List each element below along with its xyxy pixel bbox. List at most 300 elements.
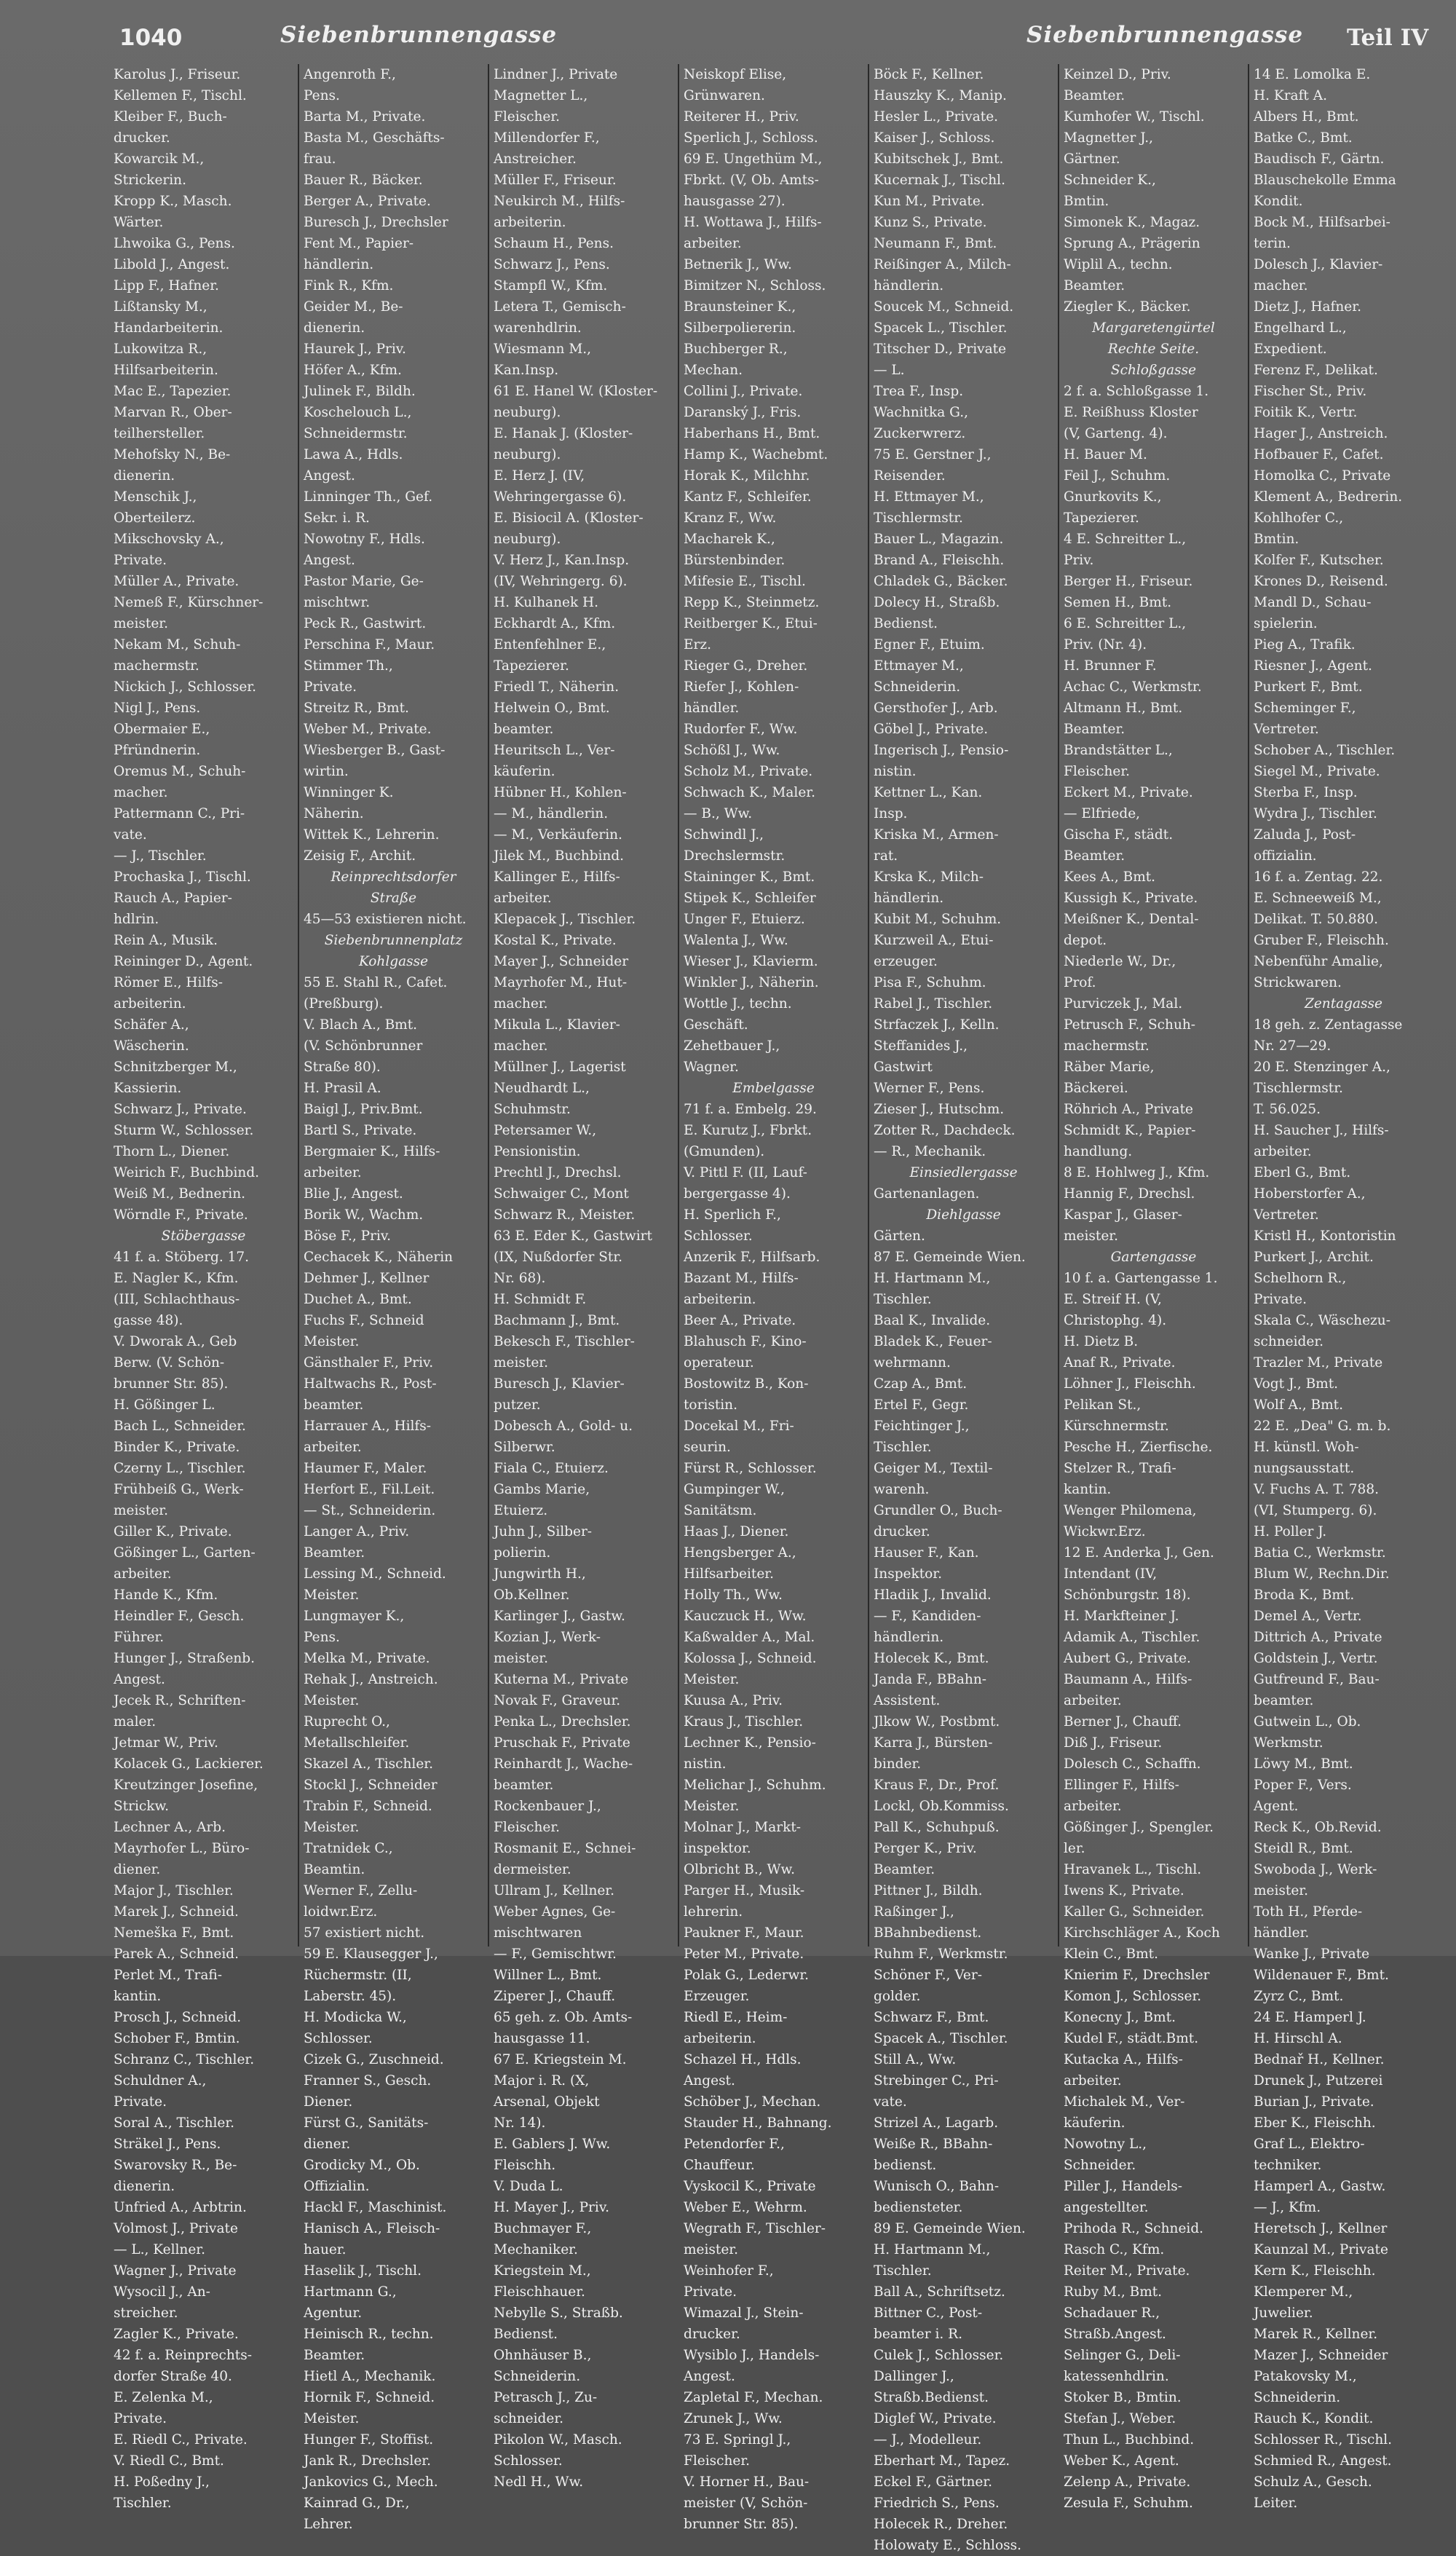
directory-entry: Mayrhofer L., Büro-	[114, 1841, 250, 1856]
directory-entry: diener.	[114, 1862, 161, 1877]
directory-entry: maler.	[114, 1714, 157, 1729]
directory-entry: Strebinger C., Pri-	[874, 2073, 999, 2088]
directory-entry: Kleiber F., Buch-	[114, 109, 227, 125]
directory-entry: Hannig F., Drechsl.	[1064, 1186, 1195, 1202]
directory-entry: Leiter.	[1254, 2496, 1298, 2511]
directory-entry: Tischlermstr.	[1254, 1081, 1343, 1096]
directory-entry: Mechan.	[684, 363, 743, 378]
directory-entry: beamter.	[1254, 1693, 1314, 1708]
directory-entry: Bedienst.	[494, 2327, 558, 2342]
directory-entry: Wiesberger B., Gast-	[304, 743, 446, 758]
directory-entry: Kozian J., Werk-	[494, 1630, 601, 1645]
directory-entry: (V. Schönbrunner	[304, 1038, 423, 1054]
directory-entry: Engelhard L.,	[1254, 320, 1347, 336]
directory-entry: Rauch K., Kondit.	[1254, 2411, 1374, 2426]
directory-entry: Dietz J., Hafner.	[1254, 299, 1361, 315]
directory-entry: katessenhdlrin.	[1064, 2369, 1169, 2384]
directory-entry: Helwein O., Bmt.	[494, 701, 610, 716]
directory-entry: golder.	[874, 1989, 921, 2004]
directory-entry: Schulz A., Gesch.	[1254, 2474, 1372, 2490]
directory-entry: Prof.	[1064, 975, 1096, 990]
directory-entry: Angest.	[304, 468, 355, 484]
directory-entry: Fleischer.	[494, 1820, 561, 1835]
directory-entry: Fiala C., Etuierz.	[494, 1461, 609, 1476]
directory-entry: H. Hirschl A.	[1254, 2031, 1342, 2046]
directory-entry: Bauer R., Bäcker.	[304, 173, 423, 188]
directory-entry: E. Herz J. (IV,	[494, 468, 585, 484]
directory-entry: angestellter.	[1064, 2200, 1149, 2215]
directory-entry: Petrasch J., Zu-	[494, 2390, 598, 2405]
directory-entry: Beamter.	[874, 1862, 935, 1877]
directory-entry: Streitz R., Bmt.	[304, 701, 409, 716]
directory-entry: Pens.	[304, 88, 340, 103]
directory-entry: Pall K., Schuhpuß.	[874, 1820, 1000, 1835]
directory-entry: Semen H., Bmt.	[1064, 595, 1172, 610]
directory-entry: Olbricht B., Ww.	[684, 1862, 796, 1877]
directory-entry: Nr. 14).	[494, 2115, 546, 2131]
directory-entry: Haltwachs R., Post-	[304, 1376, 437, 1392]
directory-entry: Nowotny F., Hdls.	[304, 532, 425, 547]
directory-entry: Binder K., Private.	[114, 1440, 240, 1455]
street-title-right: Siebenbrunnengasse	[1026, 22, 1304, 48]
directory-entry: operateur.	[684, 1355, 754, 1370]
directory-entry: 42 f. a. Reinprechts-	[114, 2348, 252, 2363]
directory-entry: meister.	[1064, 1228, 1118, 1244]
directory-entry: Siegel M., Private.	[1254, 764, 1380, 779]
directory-entry: Jetmar W., Priv.	[114, 1735, 218, 1751]
directory-entry: Kirchschläger A., Koch	[1064, 1925, 1220, 1941]
directory-entry: Nowotny L.,	[1064, 2137, 1147, 2152]
directory-entry: Steffanides J.,	[874, 1038, 968, 1054]
directory-entry: Lawa A., Hdls.	[304, 447, 403, 462]
directory-entry: Kern K., Fleischh.	[1254, 2263, 1376, 2279]
directory-entry: Beamter.	[1064, 88, 1125, 103]
directory-entry: T. 56.025.	[1254, 1102, 1321, 1117]
directory-entry: — M., Verkäuferin.	[494, 827, 622, 843]
directory-entry: Meister.	[304, 1587, 360, 1603]
directory-entry: Weirich F., Buchbind.	[114, 1165, 260, 1180]
directory-entry: Penka L., Drechsler.	[494, 1714, 631, 1729]
directory-entry: Daranský J., Fris.	[684, 405, 802, 420]
directory-entry: 89 E. Gemeinde Wien.	[874, 2221, 1026, 2236]
directory-entry: Rosmanit E., Schnei-	[494, 1841, 636, 1856]
directory-entry: Eberhart M., Tapez.	[874, 2453, 1010, 2469]
directory-entry: Oremus M., Schuh-	[114, 764, 246, 779]
directory-entry: Delikat. T. 50.880.	[1254, 912, 1379, 927]
directory-entry: arbeiterin.	[684, 1292, 756, 1307]
directory-entry: Bedienst.	[874, 616, 938, 631]
directory-entry: Arsenal, Objekt	[494, 2094, 600, 2110]
directory-entry: Berger H., Friseur.	[1064, 574, 1193, 589]
directory-entry: Müllner J., Lagerist	[494, 1060, 626, 1075]
directory-entry: Eberl G., Bmt.	[1254, 1165, 1351, 1180]
directory-entry: Egner F., Etuim.	[874, 637, 985, 652]
directory-entry: Still A., Ww.	[874, 2052, 957, 2067]
directory-entry: Nekam M., Schuh-	[114, 637, 241, 652]
directory-entry: Berger A., Private.	[304, 194, 431, 209]
directory-entry: Patakovsky M.,	[1254, 2369, 1357, 2384]
directory-entry: Albers H., Bmt.	[1254, 109, 1359, 125]
directory-entry: beamter.	[304, 1397, 364, 1413]
directory-entry: E. Reißhuss Kloster	[1064, 405, 1198, 420]
directory-entry: Achac C., Werkmstr.	[1064, 679, 1202, 695]
directory-entry: Gößinger L., Garten-	[114, 1545, 256, 1561]
directory-entry: — B., Ww.	[684, 806, 753, 821]
directory-entry: Dolesch J., Klavier-	[1254, 257, 1383, 272]
directory-entry: Reininger D., Agent.	[114, 954, 253, 969]
directory-entry: Ruhm F., Werkmstr.	[874, 1946, 1008, 1962]
directory-entry: drucker.	[114, 130, 170, 146]
directory-entry: Vogt J., Bmt.	[1254, 1376, 1339, 1392]
directory-entry: Fent M., Papier-	[304, 236, 414, 251]
directory-entry: Holecek K., Bmt.	[874, 1651, 989, 1666]
directory-entry: händlerin.	[874, 1630, 944, 1645]
directory-entry: Wolf A., Bmt.	[1254, 1397, 1343, 1413]
directory-entry: Kriska M., Armen-	[874, 827, 999, 843]
directory-entry: Werner F., Pens.	[874, 1081, 985, 1096]
directory-entry: Gößinger J., Spengler.	[1064, 1820, 1214, 1835]
directory-entry: Zagler K., Private.	[114, 2327, 239, 2342]
directory-entry: Stampfl W., Kfm.	[494, 278, 608, 293]
directory-entry: arbeiterin.	[114, 996, 186, 1011]
directory-entry: Mikula L., Klavier-	[494, 1017, 620, 1033]
directory-entry: Kurzweil A., Etui-	[874, 933, 994, 948]
directory-entry: 14 E. Lomolka E.	[1254, 67, 1371, 82]
directory-entry: Wysiblo J., Handels-	[684, 2348, 820, 2363]
directory-entry: Skala C., Wäschezu-	[1254, 1313, 1390, 1328]
directory-entry: rat.	[874, 848, 898, 864]
directory-entry: dienerin.	[114, 2179, 175, 2194]
directory-entry: Hamperl A., Gastw.	[1254, 2179, 1386, 2194]
directory-entry: Mayrhofer M., Hut-	[494, 975, 628, 990]
directory-entry: streicher.	[114, 2305, 178, 2321]
directory-entry: Fleischer.	[684, 2453, 751, 2469]
directory-entry: Schelhorn R.,	[1254, 1271, 1347, 1286]
directory-entry: händler.	[684, 701, 740, 716]
directory-entry: Kreutzinger Josefine,	[114, 1778, 258, 1793]
directory-entry: V. Dworak A., Geb	[114, 1334, 237, 1349]
directory-entry: Stockl J., Schneider	[304, 1778, 438, 1793]
directory-entry: Wildenauer F., Bmt.	[1254, 1968, 1389, 1983]
directory-entry: Hesler L., Private.	[874, 109, 999, 125]
directory-entry: Riesner J., Agent.	[1254, 658, 1372, 674]
directory-entry: Offizialin.	[304, 2179, 370, 2194]
directory-entry: Lechner K., Pensio-	[684, 1735, 816, 1751]
directory-entry: Hofbauer F., Cafet.	[1254, 447, 1384, 462]
directory-entry: kantin.	[114, 1989, 162, 2004]
directory-entry: Angest.	[684, 2073, 735, 2088]
directory-entry: Näherin.	[304, 806, 364, 821]
directory-entry: wirtin.	[304, 764, 349, 779]
directory-entry: Weber Agnes, Ge-	[494, 1904, 616, 1920]
directory-entry: Friedl T., Näherin.	[494, 679, 620, 695]
directory-entry: Magnetter J.,	[1064, 130, 1153, 146]
directory-entry: Wachnitka G.,	[874, 405, 968, 420]
directory-entry: 41 f. a. Stöberg. 17.	[114, 1250, 250, 1265]
directory-entry: Reitberger K., Etui-	[684, 616, 818, 631]
directory-entry: Bimitzer N., Schloss.	[684, 278, 826, 293]
directory-entry: Vyskocil K., Private	[684, 2179, 816, 2194]
directory-column	[298, 64, 488, 2532]
directory-entry: Oberteilerz.	[114, 510, 196, 526]
directory-entry: Handarbeiterin.	[114, 320, 223, 336]
directory-entry: H. Markfteiner J.	[1064, 1609, 1179, 1624]
directory-entry: bedienst.	[874, 2158, 937, 2173]
directory-entry: Polak G., Lederwr.	[684, 1968, 810, 1983]
directory-entry: Burian J., Private.	[1254, 2094, 1374, 2110]
directory-entry: Pattermann C., Pri-	[114, 806, 245, 821]
directory-entry: käuferin.	[1064, 2115, 1125, 2131]
directory-entry: Macharek K.,	[684, 532, 775, 547]
directory-entry: Peter M., Private.	[684, 1946, 804, 1962]
directory-entry: Karolus J., Friseur.	[114, 67, 241, 82]
street-heading: Straße	[370, 891, 417, 906]
directory-entry: Ruby M., Bmt.	[1064, 2284, 1163, 2300]
directory-entry: E. Kurutz J., Fbrkt.	[684, 1123, 812, 1138]
directory-entry: Kettner L., Kan.	[874, 785, 983, 800]
directory-entry: Bürstenbinder.	[684, 553, 786, 568]
directory-entry: Römer E., Hilfs-	[114, 975, 223, 990]
directory-entry: Hilfsarbeiter.	[684, 1566, 774, 1582]
directory-entry: Vertreter.	[1254, 722, 1319, 737]
directory-entry: Graf L., Elektro-	[1254, 2137, 1365, 2152]
directory-entry: Haurek J., Priv.	[304, 342, 406, 357]
directory-entry: Wegrath F., Tischler-	[684, 2221, 826, 2236]
directory-entry: Wagner.	[684, 1060, 739, 1075]
directory-entry: Gutwein L., Ob.	[1254, 1714, 1361, 1729]
directory-column	[868, 64, 1058, 2553]
directory-entry: Kraus J., Tischler.	[684, 1714, 804, 1729]
directory-entry: Anaf R., Private.	[1064, 1355, 1176, 1370]
directory-entry: macher.	[494, 996, 548, 1011]
directory-entry: Strfaczek J., Kelln.	[874, 1017, 1000, 1033]
directory-entry: Dolesch C., Schaffn.	[1064, 1756, 1201, 1772]
directory-entry: Goldstein J., Vertr.	[1254, 1651, 1378, 1666]
directory-entry: Komon J., Schlosser.	[1064, 1989, 1202, 2004]
directory-entry: Werner F., Zellu-	[304, 1883, 418, 1898]
directory-entry: mischtwr.	[304, 595, 371, 610]
directory-entry: 24 E. Hamperl J.	[1254, 2010, 1366, 2025]
directory-entry: Raßinger J.,	[874, 1904, 954, 1920]
directory-entry: Mayer J., Schneider	[494, 954, 629, 969]
directory-entry: Dobesch A., Gold- u.	[494, 1419, 633, 1434]
directory-entry: Fleischhauer.	[494, 2284, 585, 2300]
directory-entry: Wäscherin.	[114, 1038, 189, 1054]
directory-entry: nistin.	[874, 764, 917, 779]
directory-entry: Erzeuger.	[684, 1989, 750, 2004]
directory-entry: Schneiderin.	[874, 679, 961, 695]
directory-entry: Göbel J., Private.	[874, 722, 989, 737]
directory-entry: warenh.	[874, 1482, 930, 1497]
directory-entry: Ob.Kellner.	[494, 1587, 570, 1603]
directory-entry: neuburg).	[494, 532, 561, 547]
directory-entry: Gutfreund F., Bau-	[1254, 1672, 1380, 1687]
directory-entry: H. Prasil A.	[304, 1081, 381, 1096]
directory-entry: putzer.	[494, 1397, 541, 1413]
directory-entry: H. Poßedny J.,	[114, 2474, 210, 2490]
directory-entry: Berner J., Chauff.	[1064, 1714, 1182, 1729]
part-label: Teil IV	[1347, 25, 1429, 51]
directory-entry: dermeister.	[494, 1862, 571, 1877]
directory-entry: Wydra J., Tischler.	[1254, 806, 1377, 821]
directory-entry: Meister.	[304, 2411, 360, 2426]
directory-entry: Rabel J., Tischler.	[874, 996, 993, 1011]
directory-entry: Geider M., Be-	[304, 299, 403, 315]
directory-entry: toristin.	[684, 1397, 737, 1413]
directory-entry: Hunger F., Stoffist.	[304, 2432, 434, 2447]
directory-entry: Blahusch F., Kino-	[684, 1334, 807, 1349]
directory-entry: nistin.	[684, 1756, 727, 1772]
directory-entry: Jecek R., Schriften-	[114, 1693, 246, 1708]
directory-entry: Schwarz F., Bmt.	[874, 2010, 989, 2025]
directory-entry: 45—53 existieren nicht.	[304, 912, 467, 927]
directory-entry: Räber Marie,	[1064, 1060, 1155, 1075]
directory-entry: Nr. 27—29.	[1254, 1038, 1332, 1054]
directory-entry: Führer.	[114, 1630, 165, 1645]
directory-entry: Silberpoliererin.	[684, 320, 796, 336]
directory-entry: Ullram J., Kellner.	[494, 1883, 615, 1898]
directory-entry: V. Fuchs A. T. 788.	[1254, 1482, 1379, 1497]
directory-entry: Laberstr. 45).	[304, 1989, 397, 2004]
directory-entry: Priv.	[1064, 553, 1094, 568]
directory-entry: Prochaska J., Tischl.	[114, 869, 251, 885]
directory-entry: Brandstätter L.,	[1064, 743, 1173, 758]
directory-entry: macher.	[1254, 278, 1308, 293]
directory-entry: loidwr.Erz.	[304, 1904, 378, 1920]
directory-entry: Lessing M., Schneid.	[304, 1566, 446, 1582]
directory-entry: Kellemen F., Tischl.	[114, 88, 247, 103]
directory-entry: Bladek K., Feuer-	[874, 1334, 992, 1349]
street-heading: Rechte Seite.	[1107, 342, 1200, 357]
directory-entry: Petendorfer F.,	[684, 2137, 785, 2152]
directory-entry: Etuierz.	[494, 1503, 548, 1518]
directory-entry: Parger H., Musik-	[684, 1883, 805, 1898]
directory-entry: Major J., Tischler.	[114, 1883, 234, 1898]
directory-entry: Nemeška F., Bmt.	[114, 1925, 234, 1941]
directory-entry: Haumer F., Maler.	[304, 1461, 427, 1476]
directory-entry: arbeiterin.	[684, 2031, 756, 2046]
directory-entry: Trazler M., Private	[1254, 1355, 1383, 1370]
directory-entry: (IX, Nußdorfer Str.	[494, 1250, 623, 1265]
directory-entry: 20 E. Stenzinger A.,	[1254, 1060, 1390, 1075]
directory-entry: Friedrich S., Pens.	[874, 2496, 1000, 2511]
directory-entry: Anstreicher.	[494, 151, 577, 167]
directory-entry: Vertreter.	[1254, 1207, 1319, 1223]
directory-entry: Bostowitz B., Kon-	[684, 1376, 809, 1392]
directory-entry: Angest.	[114, 1672, 165, 1687]
directory-entry: Weber E., Wehrm.	[684, 2200, 807, 2215]
directory-entry: meister.	[494, 1355, 548, 1370]
directory-entry: depot.	[1064, 933, 1107, 948]
directory-entry: Batke C., Bmt.	[1254, 130, 1353, 146]
directory-entry: Marek R., Kellner.	[1254, 2327, 1378, 2342]
directory-entry: Staininger K., Bmt.	[684, 869, 815, 885]
directory-entry: H. Ettmayer M.,	[874, 489, 984, 505]
directory-entry: Rehak J., Anstreich.	[304, 1672, 438, 1687]
directory-entry: Holowaty E., Schloss.	[874, 2538, 1021, 2553]
directory-entry: 6 E. Schreitter L.,	[1064, 616, 1187, 631]
directory-entry: 4 E. Schreitter L.,	[1064, 532, 1187, 547]
directory-entry: Beamter.	[1064, 278, 1125, 293]
directory-entry: Pittner J., Bildh.	[874, 1883, 983, 1898]
directory-entry: erzeuger.	[874, 954, 938, 969]
directory-entry: terin.	[1254, 236, 1291, 251]
directory-entry: Dallinger J.,	[874, 2369, 954, 2384]
directory-entry: Frühbeiß G., Werk-	[114, 1482, 244, 1497]
directory-entry: Hilfsarbeiterin.	[114, 363, 218, 378]
page-header	[109, 22, 1449, 58]
directory-entry: Kan.Insp.	[494, 363, 559, 378]
directory-entry: Nedl H., Ww.	[494, 2474, 584, 2490]
directory-entry: mischtwaren	[494, 1925, 582, 1941]
street-heading: Diehlgasse	[926, 1207, 1001, 1223]
directory-entry: Buresch J., Drechsler	[304, 215, 448, 230]
directory-entry: bergergasse 4).	[684, 1186, 791, 1202]
directory-entry: Kallinger E., Hilfs-	[494, 869, 620, 885]
directory-entry: Kraus F., Dr., Prof.	[874, 1778, 1000, 1793]
directory-entry: Sprung A., Prägerin	[1064, 236, 1200, 251]
directory-entry: Diß J., Friseur.	[1064, 1735, 1163, 1751]
directory-entry: Betnerik J., Ww.	[684, 257, 792, 272]
directory-entry: Buchmayer F.,	[494, 2221, 592, 2236]
directory-entry: Julinek F., Bildh.	[304, 384, 416, 399]
directory-entry: Gnurkovits K.,	[1064, 489, 1162, 505]
directory-entry: — J., Kfm.	[1254, 2200, 1321, 2215]
directory-entry: Collini J., Private.	[684, 384, 803, 399]
directory-entry: Swarovsky R., Be-	[114, 2158, 237, 2173]
directory-entry: Grodicky M., Ob.	[304, 2158, 420, 2173]
directory-entry: Selinger G., Deli-	[1064, 2348, 1181, 2363]
directory-entry: Müller F., Friseur.	[494, 173, 617, 188]
directory-entry: Zapletal F., Mechan.	[684, 2390, 823, 2405]
directory-entry: Werkmstr.	[1254, 1735, 1324, 1751]
directory-entry: Schadauer R.,	[1064, 2305, 1160, 2321]
directory-entry: Knierim F., Drechsler	[1064, 1968, 1210, 1983]
directory-entry: Wysocil J., An-	[114, 2284, 210, 2300]
directory-entry: Kutacka A., Hilfs-	[1064, 2052, 1183, 2067]
directory-entry: arbeiter.	[494, 891, 552, 906]
directory-entry: Melichar J., Schuhm.	[684, 1778, 826, 1793]
directory-entry: Swoboda J., Werk-	[1254, 1862, 1377, 1877]
directory-entry: Stelzer R., Trafi-	[1064, 1461, 1176, 1476]
directory-entry: Angenroth F.,	[304, 67, 396, 82]
directory-entry: 10 f. a. Gartengasse 1.	[1064, 1271, 1218, 1286]
directory-entry: seurin.	[684, 1440, 731, 1455]
street-heading: Zentagasse	[1305, 996, 1382, 1011]
directory-entry: Schuldner A.,	[114, 2073, 207, 2088]
directory-entry: Sterba F., Insp.	[1254, 785, 1358, 800]
directory-entry: Schneiderin.	[494, 2369, 581, 2384]
directory-entry: machermstr.	[1064, 1038, 1150, 1054]
directory-entry: meister.	[1254, 1883, 1308, 1898]
directory-entry: Hartmann G.,	[304, 2284, 397, 2300]
directory-entry: Culek J., Schlosser.	[874, 2348, 1004, 2363]
street-heading: Gartengasse	[1110, 1250, 1197, 1265]
directory-entry: Magnetter L.,	[494, 88, 588, 103]
directory-entry: E. Hanak J. (Kloster-	[494, 426, 633, 441]
directory-entry: Böck F., Kellner.	[874, 67, 984, 82]
directory-entry: bediensteter.	[874, 2200, 963, 2215]
directory-entry: Purkert F., Bmt.	[1254, 679, 1363, 695]
directory-entry: Tapezierer.	[494, 658, 569, 674]
directory-entry: arbeiter.	[1064, 1693, 1122, 1708]
directory-entry: Juwelier.	[1254, 2305, 1313, 2321]
directory-entry: Steidl R., Bmt.	[1254, 1841, 1353, 1856]
directory-entry: Kaiser J., Schloss.	[874, 130, 995, 146]
directory-entry: arbeiter.	[684, 236, 742, 251]
directory-entry: Major i. R. (X,	[494, 2073, 590, 2088]
directory-entry: Eckel F., Gärtner.	[874, 2474, 993, 2490]
